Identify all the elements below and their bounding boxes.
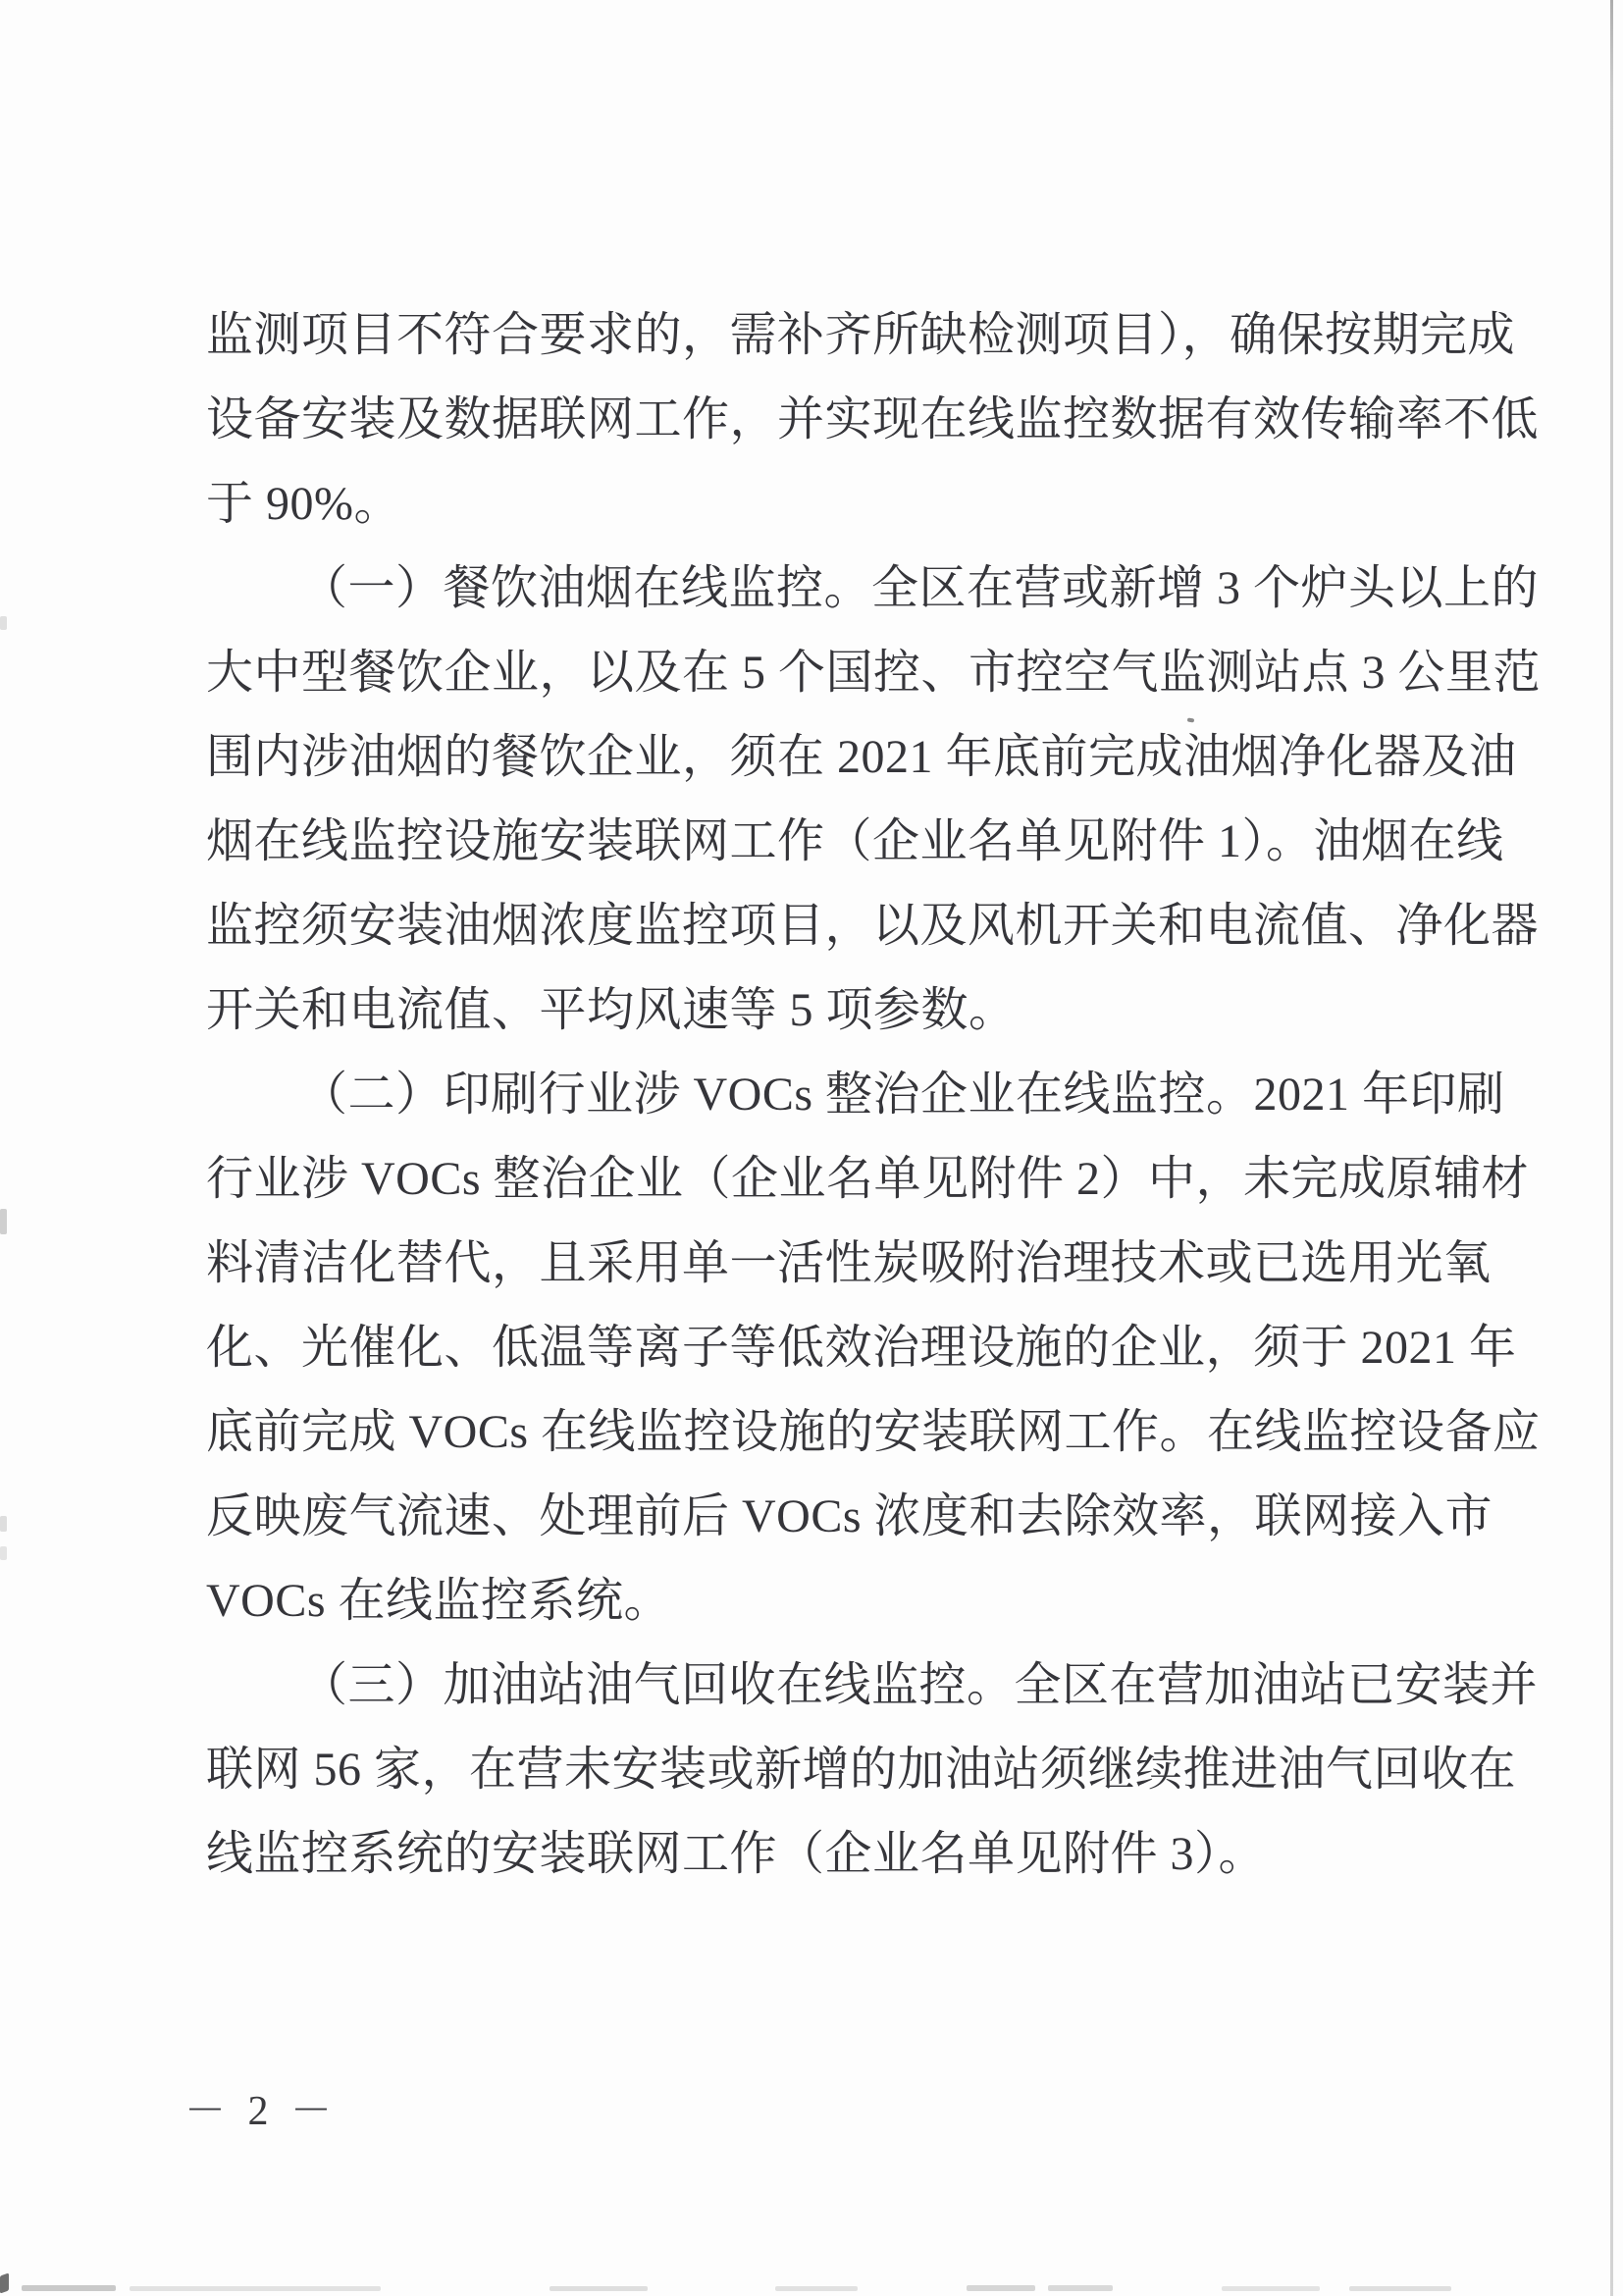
scan-smudge — [22, 2285, 116, 2291]
scan-smudge — [0, 1516, 7, 1532]
text-line: 化、光催化、低温等离子等低效治理设施的企业，须于 2021 年 — [206, 1322, 1517, 1374]
scan-smudge — [550, 2286, 648, 2291]
scan-smudge — [967, 2285, 1035, 2291]
text-line: 监测项目不符合要求的，需补齐所缺检测项目），确保按期完成 — [206, 309, 1516, 361]
text-line: （一）餐饮油烟在线监控。全区在营或新增 3 个炉头以上的 — [300, 562, 1540, 614]
scan-smudge — [1222, 2286, 1320, 2291]
scan-smudge — [0, 1209, 7, 1234]
text-line: 监控须安装油烟浓度监控项目，以及风机开关和电流值、净化器 — [206, 900, 1540, 952]
text-line: 底前完成 VOCs 在线监控设施的安装联网工作。在线监控设备应 — [206, 1406, 1541, 1458]
text-line: 反映废气流速、处理前后 VOCs 浓度和去除效率，联网接入市 — [206, 1490, 1493, 1542]
scan-smudge — [0, 2272, 9, 2293]
scan-smudge — [1048, 2285, 1113, 2291]
scan-smudge — [0, 1546, 7, 1560]
text-line: 线监控系统的安装联网工作（企业名单见附件 3）。 — [206, 1828, 1267, 1880]
page-number: － 2 － — [184, 2089, 339, 2134]
scan-speck — [1187, 718, 1194, 723]
scan-smudge — [1349, 2286, 1451, 2291]
scan-smudge — [130, 2286, 381, 2291]
text-line: VOCs 在线监控系统。 — [206, 1575, 672, 1627]
scan-smudge — [775, 2286, 858, 2291]
text-line: 于 90%。 — [206, 478, 401, 530]
text-line: 烟在线监控设施安装联网工作（企业名单见附件 1）。油烟在线 — [206, 815, 1504, 867]
document-body-text — [206, 293, 1542, 1897]
text-line: （三）加油站油气回收在线监控。全区在营加油站已安装并 — [300, 1659, 1539, 1711]
text-line: 开关和电流值、平均风速等 5 项参数。 — [206, 984, 1017, 1036]
scan-smudge — [0, 616, 7, 630]
text-line: 行业涉 VOCs 整治企业（企业名单见附件 2）中，未完成原辅材 — [206, 1153, 1530, 1205]
text-line: 围内涉油烟的餐饮企业，须在 2021 年底前完成油烟净化器及油 — [206, 731, 1517, 783]
text-line: 设备安装及数据联网工作，并实现在线监控数据有效传输率不低 — [206, 393, 1540, 445]
text-line: 联网 56 家，在营未安装或新增的加油站须继续推进油气回收在 — [206, 1744, 1517, 1796]
text-line: 大中型餐饮企业，以及在 5 个国控、市控空气监测站点 3 公里范 — [206, 647, 1542, 699]
scan-edge-line — [1610, 0, 1613, 2296]
text-line: （二）印刷行业涉 VOCs 整治企业在线监控。2021 年印刷 — [300, 1069, 1505, 1121]
text-line: 料清洁化替代，且采用单一活性炭吸附治理技术或已选用光氧 — [206, 1237, 1492, 1289]
